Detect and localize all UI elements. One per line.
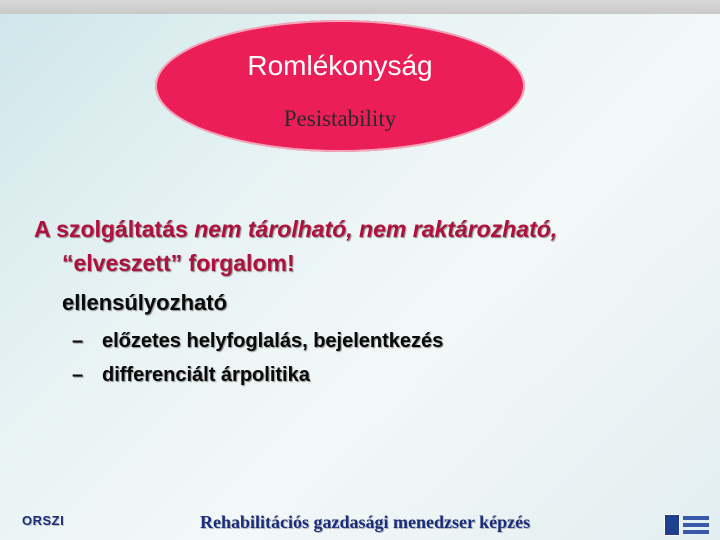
logo-lines-icon bbox=[683, 516, 709, 534]
bullet-dash: – bbox=[72, 330, 84, 352]
ellipse-title: Romlékonyság bbox=[247, 50, 433, 81]
main-statement bbox=[34, 212, 704, 280]
top-bar bbox=[0, 0, 720, 14]
bullet-item bbox=[72, 330, 443, 353]
main-statement-line2: “elveszett” forgalom! bbox=[62, 250, 295, 276]
main-statement-part1: A szolgáltatás bbox=[34, 216, 195, 242]
bullet-dash: – bbox=[72, 364, 84, 386]
bullet-item bbox=[72, 364, 310, 387]
logo-mark-icon bbox=[664, 514, 680, 536]
bullet-text: előzetes helyfoglalás, bejelentkezés bbox=[102, 330, 444, 352]
main-statement-italic: nem tárolható bbox=[194, 216, 347, 242]
title-ellipse bbox=[155, 20, 525, 152]
footer-title: Rehabilitációs gazdasági menedzser képzés bbox=[200, 512, 531, 532]
sub-heading: ellensúlyozható bbox=[62, 290, 228, 315]
main-statement-part2: , nem raktározható, bbox=[346, 216, 558, 242]
orszi-logo: ORSZI bbox=[22, 513, 65, 528]
partner-logo-icon bbox=[664, 512, 712, 538]
bullet-text: differenciált árpolitika bbox=[102, 364, 310, 386]
ellipse-subtitle: Pesistability bbox=[283, 106, 397, 131]
